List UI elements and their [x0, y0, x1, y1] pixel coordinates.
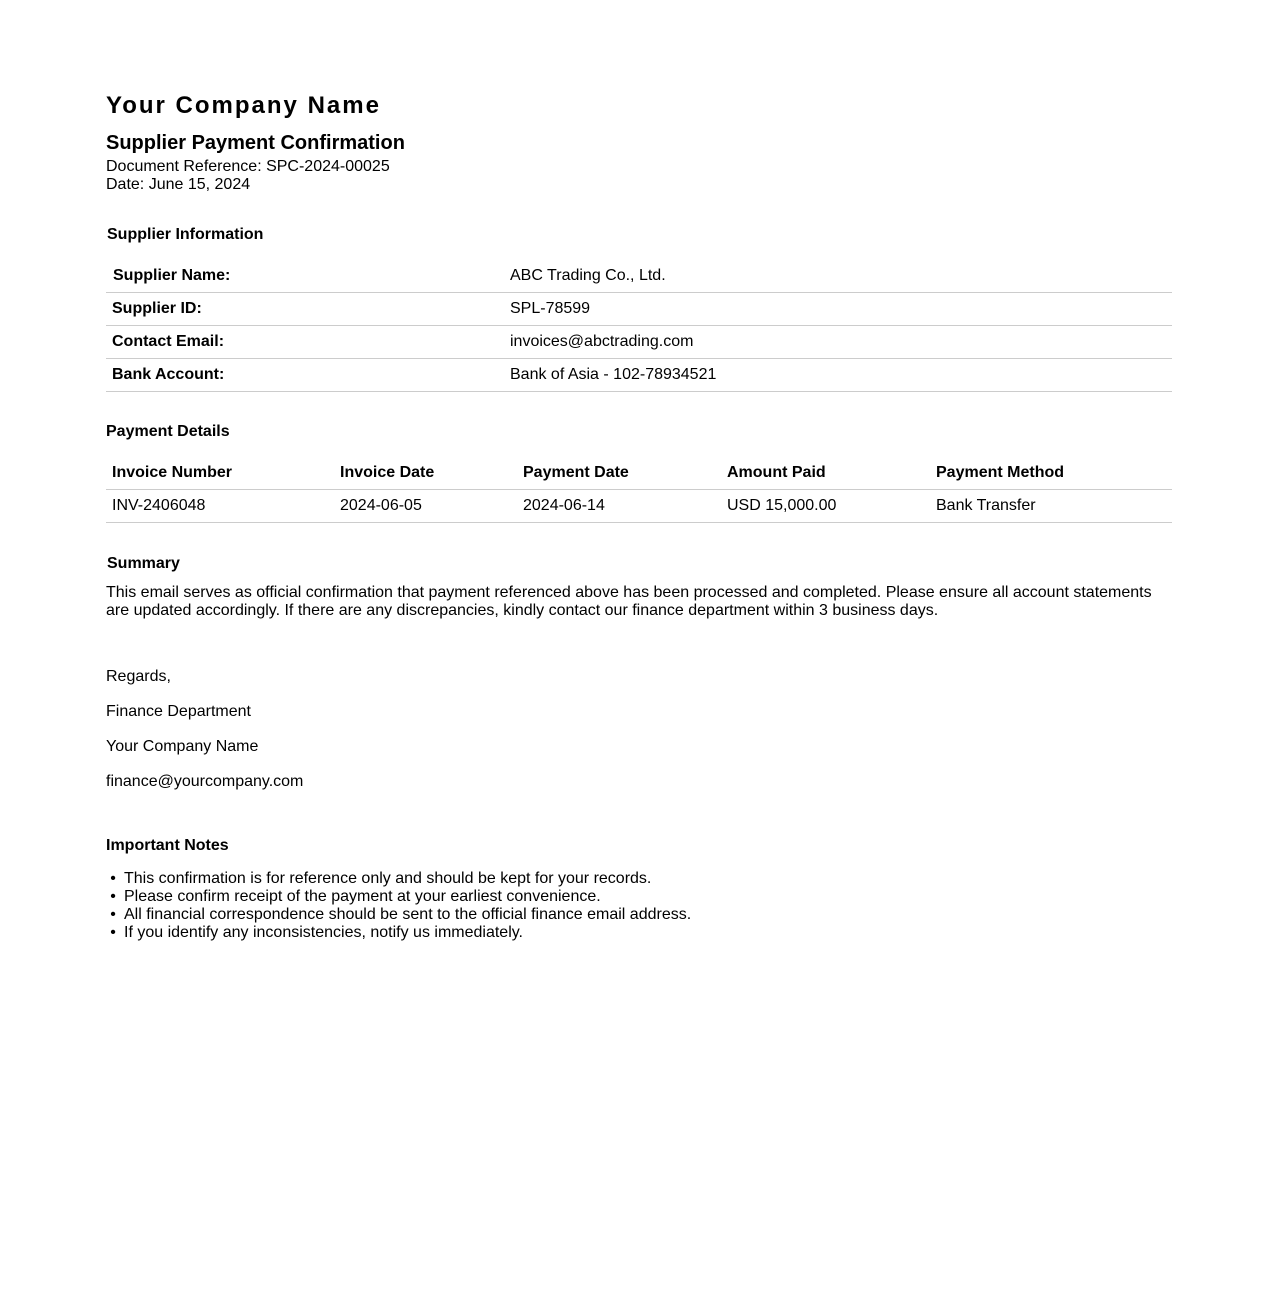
company-name: Your Company Name	[106, 92, 381, 119]
supplier-id-label: Supplier ID:	[106, 293, 504, 326]
bullet-icon: •	[110, 906, 116, 923]
table-row	[106, 359, 1172, 392]
supplier-info-heading: Supplier Information	[107, 226, 264, 243]
list-item	[110, 870, 1172, 888]
table-row	[106, 260, 1172, 293]
contact-email-value: invoices@abctrading.com	[504, 326, 1172, 359]
table-row	[106, 490, 1172, 523]
important-notes-list	[106, 870, 1172, 942]
summary-heading: Summary	[107, 555, 180, 572]
payment-details-heading: Payment Details	[106, 423, 230, 440]
column-header-invoice-date: Invoice Date	[334, 457, 517, 490]
document-date: Date: June 15, 2024	[106, 176, 251, 193]
payment-method-cell: Bank Transfer	[930, 490, 1172, 523]
column-header-payment-method: Payment Method	[930, 457, 1172, 490]
bullet-icon: •	[110, 924, 116, 941]
amount-paid-cell: USD 15,000.00	[721, 490, 930, 523]
list-item	[110, 888, 1172, 906]
table-row	[106, 293, 1172, 326]
supplier-name-label: Supplier Name:	[106, 260, 504, 293]
table-header-row	[106, 457, 1172, 490]
summary-text: This email serves as official confirmation that payment referenced above has been processed and completed. Please ensure all account statements are updated accordingly. If there are any discrepancies, kindly contact our finance department within 3 business days.	[106, 584, 1152, 619]
note-text: All financial correspondence should be sent to the official finance email address.	[124, 906, 692, 923]
supplier-info-table	[106, 260, 1172, 392]
bullet-icon: •	[110, 888, 116, 905]
bullet-icon: •	[110, 870, 116, 887]
list-item	[110, 906, 1172, 924]
signoff-email: finance@yourcompany.com	[106, 773, 304, 790]
contact-email-label: Contact Email:	[106, 326, 504, 359]
payment-date-cell: 2024-06-14	[517, 490, 721, 523]
document-title: Supplier Payment Confirmation	[106, 132, 405, 154]
signoff-block	[106, 668, 1172, 791]
signoff-regards: Regards,	[106, 668, 171, 685]
supplier-name-value: ABC Trading Co., Ltd.	[504, 260, 1172, 293]
invoice-number-cell: INV-2406048	[106, 490, 334, 523]
signoff-department: Finance Department	[106, 703, 251, 720]
bank-account-label: Bank Account:	[106, 359, 504, 392]
column-header-amount-paid: Amount Paid	[721, 457, 930, 490]
payment-details-table	[106, 457, 1172, 523]
note-text: If you identify any inconsistencies, notify us immediately.	[124, 924, 523, 941]
table-row	[106, 326, 1172, 359]
bank-account-value: Bank of Asia - 102-78934521	[504, 359, 1172, 392]
note-text: This confirmation is for reference only and should be kept for your records.	[124, 870, 652, 887]
column-header-payment-date: Payment Date	[517, 457, 721, 490]
supplier-id-value: SPL-78599	[504, 293, 1172, 326]
list-item	[110, 924, 1172, 942]
signoff-company: Your Company Name	[106, 738, 259, 755]
invoice-date-cell: 2024-06-05	[334, 490, 517, 523]
note-text: Please confirm receipt of the payment at your earliest convenience.	[124, 888, 601, 905]
column-header-invoice-number: Invoice Number	[106, 457, 334, 490]
document-reference: Document Reference: SPC-2024-00025	[106, 158, 390, 175]
important-notes-heading: Important Notes	[106, 837, 229, 854]
